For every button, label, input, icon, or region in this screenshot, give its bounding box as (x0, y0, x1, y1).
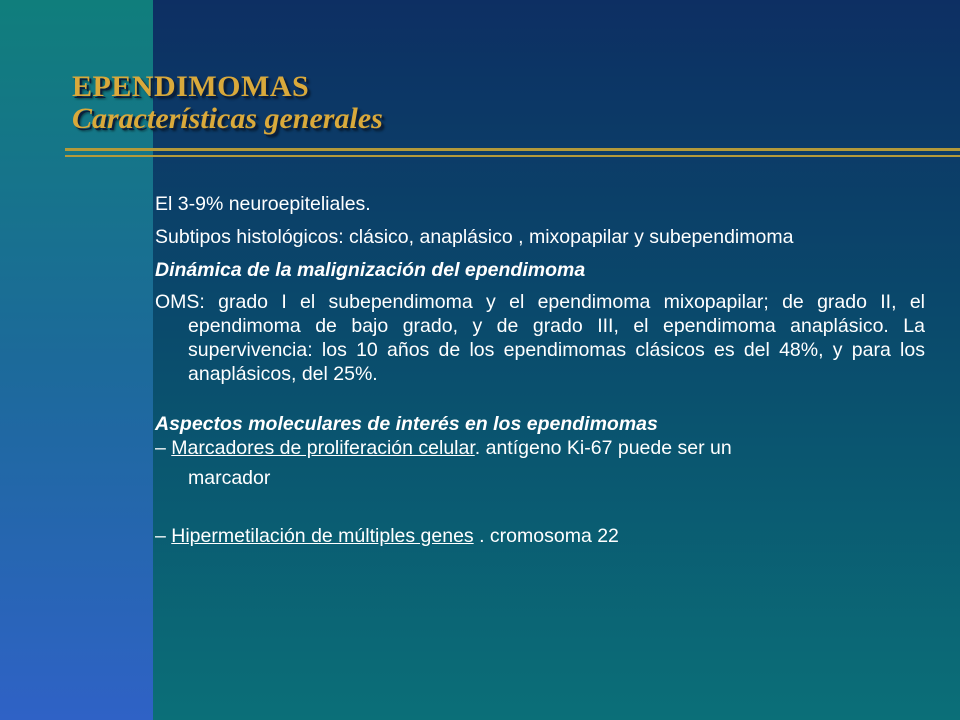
title-underline-bottom (65, 155, 960, 157)
link-proliferation-markers[interactable]: Marcadores de proliferación celular (171, 437, 475, 459)
bullet-dash: – (155, 437, 172, 459)
heading-malignization: Dinámica de la malignización del ependimoma (155, 259, 586, 281)
bullet-proliferation (155, 436, 925, 460)
bullet-proliferation-continuation: marcador (188, 467, 271, 489)
paragraph-incidence: El 3-9% neuroepiteliales. (155, 193, 371, 215)
slide-subtitle: Características generales (72, 102, 383, 135)
link-hypermethylation[interactable]: Hipermetilación de múltiples genes (171, 525, 474, 547)
bullet-hypermethylation-text: . cromosoma 22 (473, 525, 619, 547)
paragraph-who-grades: OMS: grado I el subependimoma y el ependimoma mixopapilar; de grado II, el ependimoma de bajo grado, y de grado III, el ependimoma anaplásico. La supervivencia: los 10 años de los ependimomas clásicos es del 48%, y para los anaplásicos, del 25%. (155, 291, 925, 385)
bullet-proliferation-text: . antígeno Ki-67 puede ser un (474, 437, 732, 459)
paragraph-subtypes: Subtipos histológicos: clásico, anaplásico , mixopapilar y subependimoma (155, 226, 794, 248)
slide-title: EPENDIMOMAS (72, 70, 310, 103)
heading-molecular: Aspectos moleculares de interés en los ependimomas (155, 413, 658, 435)
bullet-hypermethylation (155, 524, 925, 548)
slide-body (155, 192, 925, 548)
title-underline-top (65, 148, 960, 151)
bullet-dash: – (155, 525, 172, 547)
